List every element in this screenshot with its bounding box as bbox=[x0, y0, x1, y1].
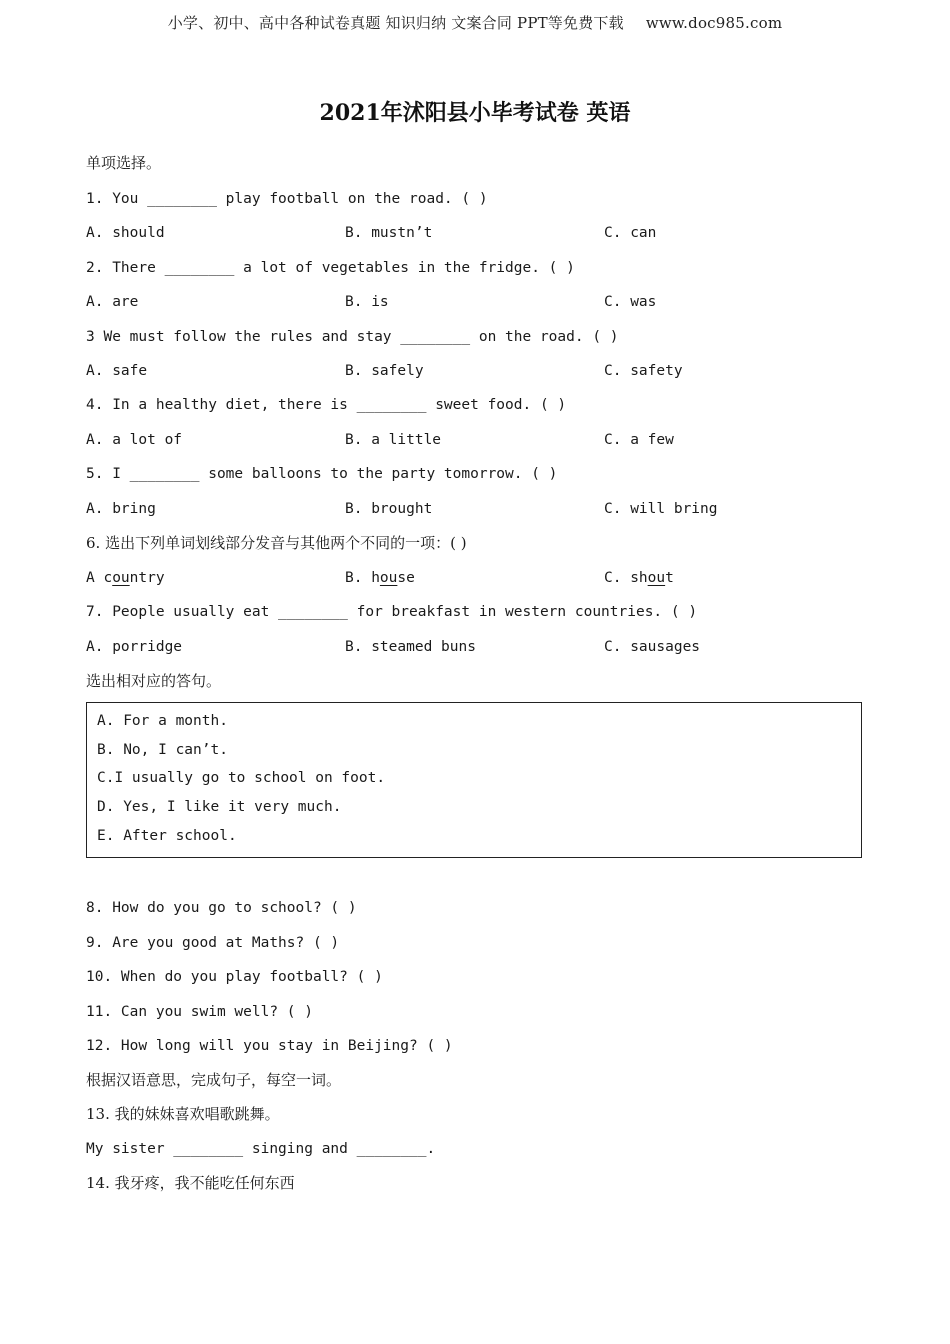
option-b: B. brought bbox=[345, 501, 433, 517]
question-9: 9. Are you good at Maths? ( ) bbox=[86, 935, 340, 951]
question-13-english: My sister ________ singing and ________. bbox=[86, 1141, 436, 1157]
option-a bbox=[86, 567, 165, 589]
options-1 bbox=[86, 222, 886, 244]
option-b-prefix: B. h bbox=[345, 570, 380, 586]
page-header bbox=[0, 12, 950, 33]
option-b-underlined: ou bbox=[379, 570, 398, 586]
option-a-suffix: ntry bbox=[129, 570, 165, 586]
option-a: A. should bbox=[86, 225, 165, 241]
options-6 bbox=[86, 567, 886, 589]
option-b bbox=[345, 567, 415, 589]
option-b: B. is bbox=[345, 294, 389, 310]
answer-option-e: E. After school. bbox=[97, 828, 237, 844]
option-a: A. safe bbox=[86, 363, 148, 379]
option-a-underlined: ou bbox=[112, 570, 130, 586]
question-12: 12. How long will you stay in Beijing? ( ) bbox=[86, 1038, 453, 1054]
question-11: 11. Can you swim well? ( ) bbox=[86, 1004, 313, 1020]
option-c-underlined: ou bbox=[647, 570, 666, 586]
question-10: 10. When do you play football? ( ) bbox=[86, 969, 383, 985]
option-c: C. was bbox=[604, 294, 657, 310]
option-c-suffix: t bbox=[665, 570, 674, 586]
answer-option-a: A. For a month. bbox=[97, 713, 228, 729]
option-a: A. are bbox=[86, 294, 139, 310]
question-6: 6. 选出下列单词划线部分发音与其他两个不同的一项：( ) bbox=[86, 534, 467, 552]
section-heading-single-choice: 单项选择。 bbox=[86, 154, 162, 172]
option-c-prefix: C. sh bbox=[604, 570, 648, 586]
option-b: B. steamed buns bbox=[345, 639, 476, 655]
options-7 bbox=[86, 636, 886, 658]
page-title: 2021年沭阳县小毕考试卷 英语 bbox=[319, 100, 631, 126]
option-b: B. mustn’t bbox=[345, 225, 433, 241]
options-4 bbox=[86, 429, 886, 451]
question-5: 5. I ________ some balloons to the party tomorrow. ( ) bbox=[86, 466, 558, 482]
option-a-prefix: A c bbox=[86, 570, 113, 586]
option-c bbox=[604, 567, 674, 589]
question-7: 7. People usually eat ________ for breakfast in western countries. ( ) bbox=[86, 604, 698, 620]
question-1: 1. You ________ play football on the road. ( ) bbox=[86, 191, 488, 207]
options-2 bbox=[86, 291, 886, 313]
option-c: C. will bring bbox=[604, 501, 718, 517]
option-c: C. sausages bbox=[604, 639, 701, 655]
options-3 bbox=[86, 360, 886, 382]
options-5 bbox=[86, 498, 886, 520]
answer-options-box bbox=[86, 702, 862, 858]
answer-option-c: C.I usually go to school on foot. bbox=[97, 770, 386, 786]
section-heading-complete-sentences: 根据汉语意思，完成句子，每空一词。 bbox=[86, 1071, 342, 1089]
section-heading-match-answers: 选出相对应的答句。 bbox=[86, 672, 222, 690]
option-c: C. safety bbox=[604, 363, 683, 379]
option-a: A. a lot of bbox=[86, 432, 183, 448]
question-13-chinese: 13. 我的妹妹喜欢唱歌跳舞。 bbox=[86, 1105, 280, 1123]
question-4: 4. In a healthy diet, there is ________ sweet food. ( ) bbox=[86, 397, 567, 413]
header-text: 小学、初中、高中各种试卷真题 知识归纳 文案合同 PPT等免费下载 bbox=[167, 14, 624, 32]
option-b-suffix: se bbox=[397, 570, 415, 586]
question-14-chinese: 14. 我牙疼，我不能吃任何东西 bbox=[86, 1174, 295, 1192]
question-8: 8. How do you go to school? ( ) bbox=[86, 900, 357, 916]
option-b: B. a little bbox=[345, 432, 442, 448]
answer-option-d: D. Yes, I like it very much. bbox=[97, 799, 342, 815]
header-site[interactable]: www.doc985.com bbox=[645, 14, 783, 32]
answer-option-b: B. No, I can’t. bbox=[97, 742, 228, 758]
option-c: C. a few bbox=[604, 432, 674, 448]
question-2: 2. There ________ a lot of vegetables in the fridge. ( ) bbox=[86, 260, 575, 276]
option-c: C. can bbox=[604, 225, 657, 241]
option-b: B. safely bbox=[345, 363, 424, 379]
option-a: A. bring bbox=[86, 501, 156, 517]
question-3: 3 We must follow the rules and stay ________ on the road. ( ) bbox=[86, 329, 619, 345]
option-a: A. porridge bbox=[86, 639, 183, 655]
